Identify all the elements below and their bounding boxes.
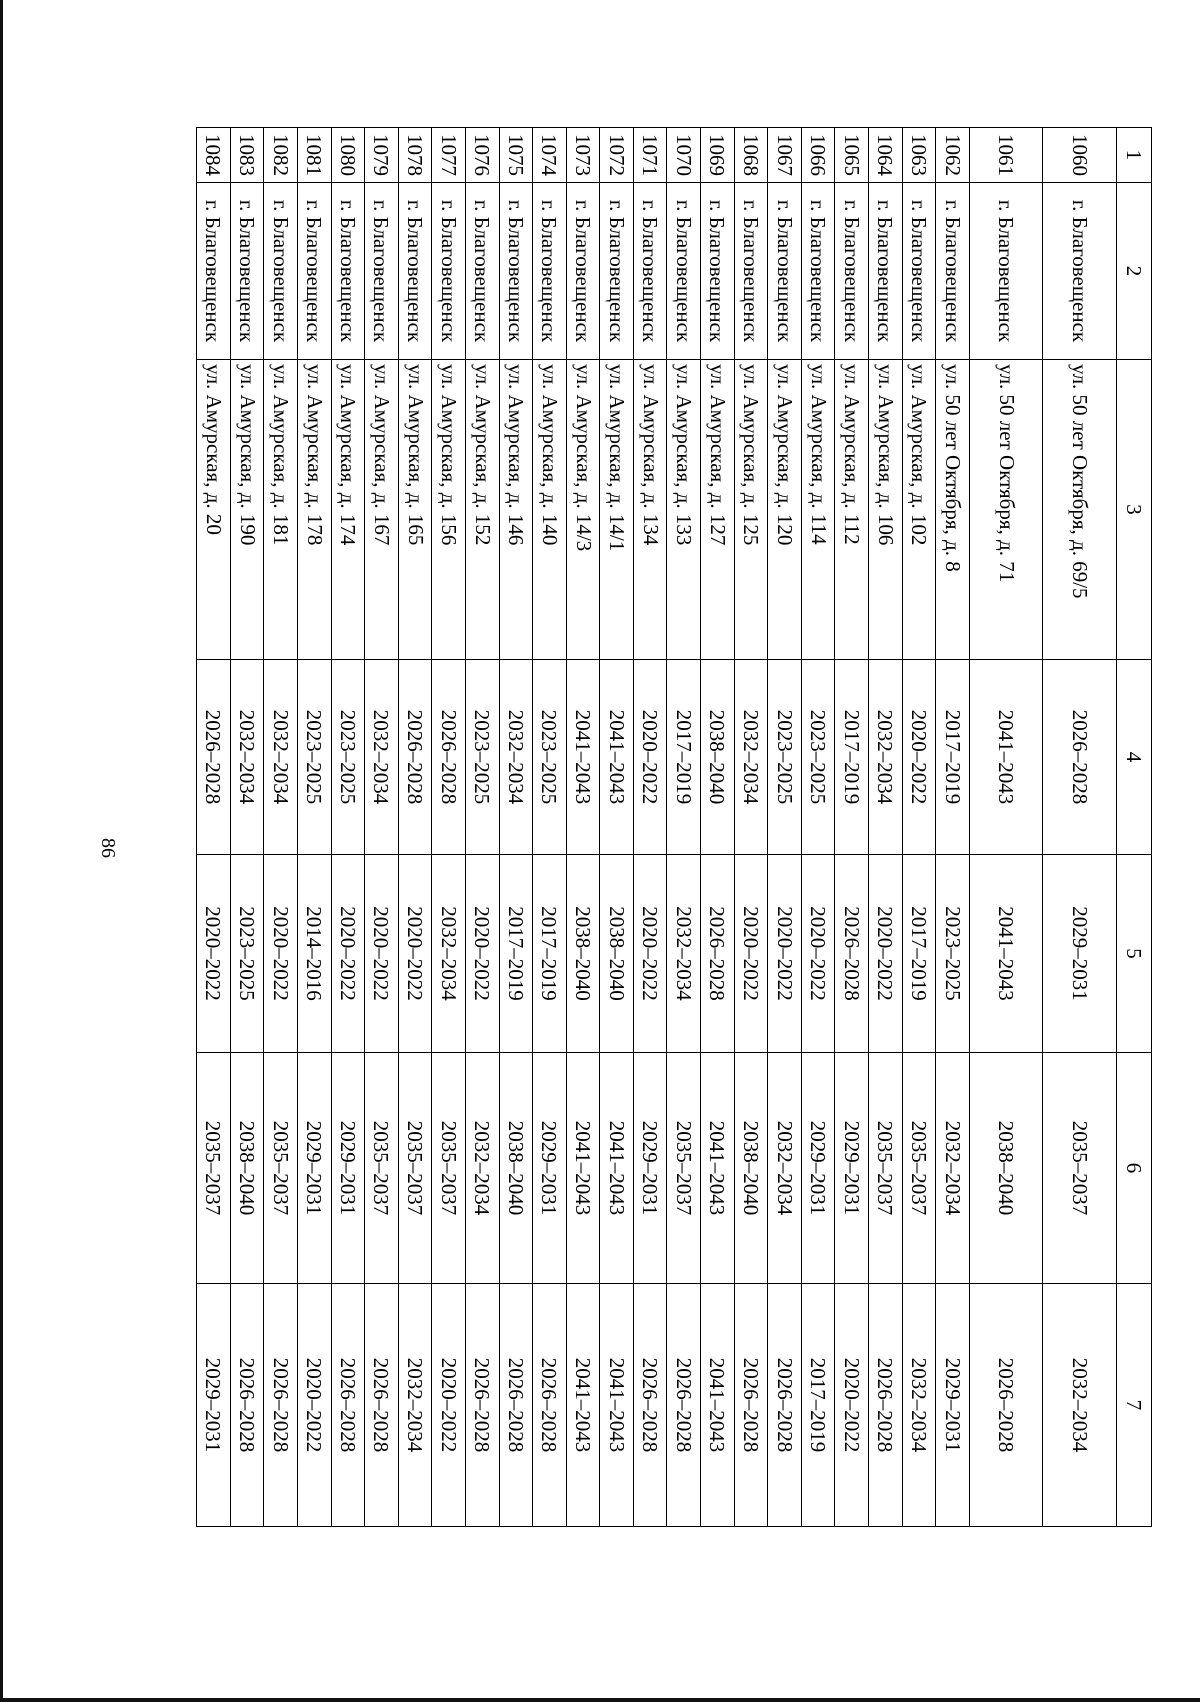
period-5-cell: 2026–2028 xyxy=(835,855,869,1053)
table-row xyxy=(734,128,768,1527)
row-number-cell: 1078 xyxy=(398,128,432,183)
period-5-cell: 2014–2016 xyxy=(297,855,331,1053)
city-cell: г. Благовещенск xyxy=(398,183,432,360)
header-cell: 6 xyxy=(1117,1053,1152,1284)
address-cell: ул. Амурская, д. 181 xyxy=(264,360,298,660)
city-cell: г. Благовещенск xyxy=(1043,183,1117,360)
address-cell: ул. Амурская, д. 178 xyxy=(297,360,331,660)
table-header-row xyxy=(1117,128,1152,1527)
address-cell: ул. Амурская, д. 102 xyxy=(902,360,936,660)
row-number-cell: 1071 xyxy=(633,128,667,183)
address-cell: ул. Амурская, д. 156 xyxy=(432,360,466,660)
address-cell: ул. Амурская, д. 106 xyxy=(869,360,903,660)
period-4-cell: 2032–2034 xyxy=(264,660,298,855)
period-5-cell: 2017–2019 xyxy=(499,855,533,1053)
period-4-cell: 2023–2025 xyxy=(768,660,802,855)
period-7-cell: 2032–2034 xyxy=(1043,1284,1117,1527)
period-4-cell: 2017–2019 xyxy=(936,660,970,855)
table-row xyxy=(902,128,936,1527)
city-cell: г. Благовещенск xyxy=(566,183,600,360)
period-6-cell: 2035–2037 xyxy=(1043,1053,1117,1284)
table-row xyxy=(197,128,231,1527)
table-row xyxy=(230,128,264,1527)
row-number-cell: 1061 xyxy=(969,128,1043,183)
period-4-cell: 2023–2025 xyxy=(465,660,499,855)
period-7-cell: 2026–2028 xyxy=(365,1284,399,1527)
period-4-cell: 2023–2025 xyxy=(297,660,331,855)
period-6-cell: 2038–2040 xyxy=(734,1053,768,1284)
period-6-cell: 2038–2040 xyxy=(499,1053,533,1284)
city-cell: г. Благовещенск xyxy=(264,183,298,360)
header-cell: 1 xyxy=(1117,128,1152,183)
table-row xyxy=(566,128,600,1527)
city-cell: г. Благовещенск xyxy=(902,183,936,360)
period-4-cell: 2017–2019 xyxy=(667,660,701,855)
period-6-cell: 2035–2037 xyxy=(365,1053,399,1284)
period-7-cell: 2026–2028 xyxy=(969,1284,1043,1527)
row-number-cell: 1060 xyxy=(1043,128,1117,183)
period-7-cell: 2026–2028 xyxy=(869,1284,903,1527)
address-cell: ул. Амурская, д. 152 xyxy=(465,360,499,660)
city-cell: г. Благовещенск xyxy=(465,183,499,360)
period-6-cell: 2035–2037 xyxy=(902,1053,936,1284)
address-cell: ул. Амурская, д. 133 xyxy=(667,360,701,660)
period-5-cell: 2020–2022 xyxy=(734,855,768,1053)
row-number-cell: 1077 xyxy=(432,128,466,183)
period-6-cell: 2041–2043 xyxy=(701,1053,735,1284)
period-7-cell: 2026–2028 xyxy=(533,1284,567,1527)
row-number-cell: 1065 xyxy=(835,128,869,183)
address-cell: ул. Амурская, д. 14/1 xyxy=(600,360,634,660)
table-container xyxy=(196,127,1152,1526)
address-cell: ул. Амурская, д. 134 xyxy=(633,360,667,660)
row-number-cell: 1064 xyxy=(869,128,903,183)
scan-edge-left xyxy=(0,0,3,1702)
period-7-cell: 2026–2028 xyxy=(264,1284,298,1527)
table-body xyxy=(197,128,1117,1527)
address-cell: ул. 50 лет Октября, д. 69/5 xyxy=(1043,360,1117,660)
address-cell: ул. Амурская, д. 127 xyxy=(701,360,735,660)
row-number-cell: 1073 xyxy=(566,128,600,183)
table-row xyxy=(398,128,432,1527)
period-5-cell: 2017–2019 xyxy=(902,855,936,1053)
period-7-cell: 2041–2043 xyxy=(566,1284,600,1527)
period-6-cell: 2029–2031 xyxy=(533,1053,567,1284)
period-4-cell: 2041–2043 xyxy=(969,660,1043,855)
period-7-cell: 2026–2028 xyxy=(667,1284,701,1527)
table-row xyxy=(533,128,567,1527)
period-6-cell: 2029–2031 xyxy=(633,1053,667,1284)
city-cell: г. Благовещенск xyxy=(297,183,331,360)
row-number-cell: 1070 xyxy=(667,128,701,183)
table-row xyxy=(499,128,533,1527)
row-number-cell: 1072 xyxy=(600,128,634,183)
period-5-cell: 2020–2022 xyxy=(365,855,399,1053)
period-7-cell: 2032–2034 xyxy=(398,1284,432,1527)
city-cell: г. Благовещенск xyxy=(365,183,399,360)
table-row xyxy=(633,128,667,1527)
row-number-cell: 1066 xyxy=(801,128,835,183)
address-cell: ул. Амурская, д. 146 xyxy=(499,360,533,660)
city-cell: г. Благовещенск xyxy=(499,183,533,360)
period-4-cell: 2041–2043 xyxy=(600,660,634,855)
period-7-cell: 2026–2028 xyxy=(230,1284,264,1527)
city-cell: г. Благовещенск xyxy=(768,183,802,360)
table-row xyxy=(801,128,835,1527)
period-6-cell: 2041–2043 xyxy=(566,1053,600,1284)
period-7-cell: 2029–2031 xyxy=(197,1284,231,1527)
page-number: 86 xyxy=(97,838,119,858)
address-cell: ул. Амурская, д. 190 xyxy=(230,360,264,660)
period-6-cell: 2035–2037 xyxy=(432,1053,466,1284)
table-row xyxy=(465,128,499,1527)
city-cell: г. Благовещенск xyxy=(835,183,869,360)
header-cell: 7 xyxy=(1117,1284,1152,1527)
period-4-cell: 2026–2028 xyxy=(398,660,432,855)
period-6-cell: 2035–2037 xyxy=(264,1053,298,1284)
address-cell: ул. Амурская, д. 20 xyxy=(197,360,231,660)
address-cell: ул. 50 лет Октября, д. 71 xyxy=(969,360,1043,660)
period-4-cell: 2023–2025 xyxy=(331,660,365,855)
period-5-cell: 2041–2043 xyxy=(969,855,1043,1053)
period-6-cell: 2032–2034 xyxy=(465,1053,499,1284)
header-cell: 4 xyxy=(1117,660,1152,855)
period-5-cell: 2020–2022 xyxy=(768,855,802,1053)
address-cell: ул. Амурская, д. 165 xyxy=(398,360,432,660)
period-7-cell: 2026–2028 xyxy=(768,1284,802,1527)
row-number-cell: 1084 xyxy=(197,128,231,183)
period-7-cell: 2020–2022 xyxy=(297,1284,331,1527)
period-6-cell: 2038–2040 xyxy=(969,1053,1043,1284)
table-row xyxy=(331,128,365,1527)
row-number-cell: 1079 xyxy=(365,128,399,183)
period-4-cell: 2038–2040 xyxy=(701,660,735,855)
row-number-cell: 1075 xyxy=(499,128,533,183)
city-cell: г. Благовещенск xyxy=(331,183,365,360)
city-cell: г. Благовещенск xyxy=(600,183,634,360)
table-row xyxy=(969,128,1043,1527)
header-cell: 3 xyxy=(1117,360,1152,660)
address-cell: ул. 50 лет Октября, д. 8 xyxy=(936,360,970,660)
period-6-cell: 2038–2040 xyxy=(230,1053,264,1284)
row-number-cell: 1081 xyxy=(297,128,331,183)
period-7-cell: 2032–2034 xyxy=(902,1284,936,1527)
period-4-cell: 2017–2019 xyxy=(835,660,869,855)
period-7-cell: 2026–2028 xyxy=(331,1284,365,1527)
table-row xyxy=(264,128,298,1527)
table-row xyxy=(1043,128,1117,1527)
period-5-cell: 2026–2028 xyxy=(701,855,735,1053)
table-row xyxy=(936,128,970,1527)
period-6-cell: 2029–2031 xyxy=(801,1053,835,1284)
period-7-cell: 2041–2043 xyxy=(600,1284,634,1527)
address-cell: ул. Амурская, д. 120 xyxy=(768,360,802,660)
city-cell: г. Благовещенск xyxy=(230,183,264,360)
period-6-cell: 2035–2037 xyxy=(398,1053,432,1284)
period-6-cell: 2035–2037 xyxy=(869,1053,903,1284)
period-5-cell: 2020–2022 xyxy=(801,855,835,1053)
table-row xyxy=(667,128,701,1527)
address-cell: ул. Амурская, д. 125 xyxy=(734,360,768,660)
period-7-cell: 2026–2028 xyxy=(465,1284,499,1527)
city-cell: г. Благовещенск xyxy=(701,183,735,360)
period-6-cell: 2029–2031 xyxy=(835,1053,869,1284)
period-4-cell: 2023–2025 xyxy=(801,660,835,855)
period-5-cell: 2038–2040 xyxy=(600,855,634,1053)
address-cell: ул. Амурская, д. 174 xyxy=(331,360,365,660)
period-5-cell: 2020–2022 xyxy=(633,855,667,1053)
row-number-cell: 1080 xyxy=(331,128,365,183)
period-6-cell: 2029–2031 xyxy=(297,1053,331,1284)
period-7-cell: 2041–2043 xyxy=(701,1284,735,1527)
period-4-cell: 2026–2028 xyxy=(1043,660,1117,855)
period-5-cell: 2032–2034 xyxy=(667,855,701,1053)
row-number-cell: 1076 xyxy=(465,128,499,183)
period-6-cell: 2032–2034 xyxy=(936,1053,970,1284)
period-7-cell: 2026–2028 xyxy=(633,1284,667,1527)
row-number-cell: 1067 xyxy=(768,128,802,183)
period-4-cell: 2032–2034 xyxy=(365,660,399,855)
row-number-cell: 1069 xyxy=(701,128,735,183)
period-5-cell: 2017–2019 xyxy=(533,855,567,1053)
table-row xyxy=(701,128,735,1527)
city-cell: г. Благовещенск xyxy=(667,183,701,360)
period-5-cell: 2029–2031 xyxy=(1043,855,1117,1053)
city-cell: г. Благовещенск xyxy=(633,183,667,360)
row-number-cell: 1082 xyxy=(264,128,298,183)
period-7-cell: 2026–2028 xyxy=(499,1284,533,1527)
address-cell: ул. Амурская, д. 112 xyxy=(835,360,869,660)
period-4-cell: 2041–2043 xyxy=(566,660,600,855)
table-row xyxy=(768,128,802,1527)
address-cell: ул. Амурская, д. 14/3 xyxy=(566,360,600,660)
data-table xyxy=(196,127,1152,1527)
period-4-cell: 2032–2034 xyxy=(734,660,768,855)
period-5-cell: 2032–2034 xyxy=(432,855,466,1053)
period-4-cell: 2026–2028 xyxy=(197,660,231,855)
row-number-cell: 1083 xyxy=(230,128,264,183)
period-4-cell: 2020–2022 xyxy=(902,660,936,855)
address-cell: ул. Амурская, д. 140 xyxy=(533,360,567,660)
row-number-cell: 1063 xyxy=(902,128,936,183)
period-5-cell: 2020–2022 xyxy=(197,855,231,1053)
period-4-cell: 2032–2034 xyxy=(230,660,264,855)
period-4-cell: 2026–2028 xyxy=(432,660,466,855)
period-7-cell: 2020–2022 xyxy=(835,1284,869,1527)
period-7-cell: 2026–2028 xyxy=(734,1284,768,1527)
city-cell: г. Благовещенск xyxy=(432,183,466,360)
city-cell: г. Благовещенск xyxy=(969,183,1043,360)
period-5-cell: 2020–2022 xyxy=(465,855,499,1053)
period-5-cell: 2023–2025 xyxy=(936,855,970,1053)
period-6-cell: 2041–2043 xyxy=(600,1053,634,1284)
row-number-cell: 1068 xyxy=(734,128,768,183)
row-number-cell: 1062 xyxy=(936,128,970,183)
period-6-cell: 2035–2037 xyxy=(667,1053,701,1284)
table-row xyxy=(600,128,634,1527)
table-row xyxy=(835,128,869,1527)
period-5-cell: 2020–2022 xyxy=(331,855,365,1053)
address-cell: ул. Амурская, д. 167 xyxy=(365,360,399,660)
city-cell: г. Благовещенск xyxy=(801,183,835,360)
city-cell: г. Благовещенск xyxy=(734,183,768,360)
table-row xyxy=(365,128,399,1527)
header-cell: 2 xyxy=(1117,183,1152,360)
period-5-cell: 2020–2022 xyxy=(398,855,432,1053)
period-4-cell: 2032–2034 xyxy=(499,660,533,855)
city-cell: г. Благовещенск xyxy=(869,183,903,360)
period-5-cell: 2038–2040 xyxy=(566,855,600,1053)
row-number-cell: 1074 xyxy=(533,128,567,183)
table-row xyxy=(297,128,331,1527)
address-cell: ул. Амурская, д. 114 xyxy=(801,360,835,660)
period-6-cell: 2029–2031 xyxy=(331,1053,365,1284)
period-5-cell: 2020–2022 xyxy=(264,855,298,1053)
city-cell: г. Благовещенск xyxy=(533,183,567,360)
table-row xyxy=(869,128,903,1527)
scan-edge-bottom xyxy=(0,1698,1200,1702)
period-6-cell: 2032–2034 xyxy=(768,1053,802,1284)
period-6-cell: 2035–2037 xyxy=(197,1053,231,1284)
period-7-cell: 2029–2031 xyxy=(936,1284,970,1527)
city-cell: г. Благовещенск xyxy=(936,183,970,360)
period-4-cell: 2023–2025 xyxy=(533,660,567,855)
table-row xyxy=(432,128,466,1527)
period-7-cell: 2017–2019 xyxy=(801,1284,835,1527)
period-4-cell: 2020–2022 xyxy=(633,660,667,855)
city-cell: г. Благовещенск xyxy=(197,183,231,360)
header-cell: 5 xyxy=(1117,855,1152,1053)
period-5-cell: 2023–2025 xyxy=(230,855,264,1053)
period-5-cell: 2020–2022 xyxy=(869,855,903,1053)
period-4-cell: 2032–2034 xyxy=(869,660,903,855)
period-7-cell: 2020–2022 xyxy=(432,1284,466,1527)
